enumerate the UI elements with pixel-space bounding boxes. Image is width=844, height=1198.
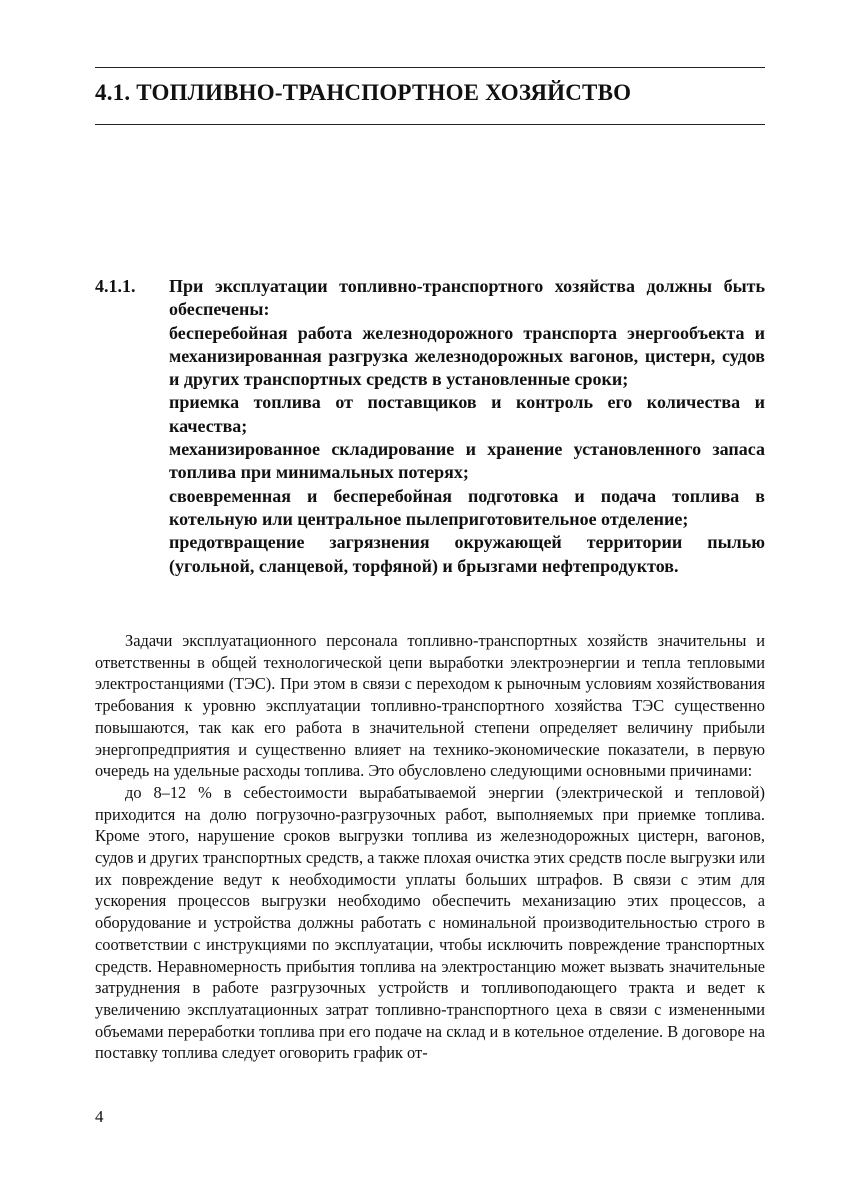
clause-item: своевременная и бесперебойная подготовка и подача топлива в котельную или центральное пылеприготовительное отделение; [169,485,765,529]
section-title: 4.1. ТОПЛИВНО-ТРАНСПОРТНОЕ ХОЗЯЙСТВО [95,80,632,105]
bottom-rule [95,124,765,125]
body-paragraph: Задачи эксплуатационного персонала топливно-транспортных хозяйств значительны и ответственны в общей технологической цепи выработки электроэнергии и тепла тепловыми электростанциями (ТЭС). При этом в связи с переходом к рыночным условиям хозяйствования требования к уровню эксплуатации топливно-транспортного хозяйства ТЭС существенно повышаются, так как его работа в значительной степени определяет величину прибыли энергопредприятия и существенно влияет на технико-экономические показатели, в первую очередь на удельные расходы топлива. Это обусловлено следующими основными причинами: [95,631,765,781]
page-number: 4 [95,1107,104,1126]
clause-number: 4.1.1. [95,276,136,296]
clause-item: механизированное складирование и хранение установленного запаса топлива при минимальных потерях; [169,439,765,483]
clause-item: бесперебойная работа железнодорожного транспорта энергообъекта и механизированная разгрузка железнодорожных вагонов, цистерн, судов и других транспортных средств в установленные сроки; [169,322,765,390]
clause-body [169,275,765,578]
top-rule [95,67,765,68]
clause-item: предотвращение загрязнения окружающей территории пылью (угольной, сланцевой, торфяной) и брызгами нефтепродуктов. [169,532,765,576]
clause-item: приемка топлива от поставщиков и контроль его количества и качества; [169,392,765,436]
body-text [95,630,765,1064]
body-paragraph: до 8–12 % в себестоимости вырабатываемой энергии (электрической и тепловой) приходится на долю погрузочно-разгрузочных работ, выполняемых при приемке топлива. Кроме этого, нарушение сроков выгрузки топлива из железнодорожных цистерн, вагонов, судов и других транспортных средств, а также плохая очистка этих средств после выгрузки или их повреждение ведут к необходимости уплаты больших штрафов. В связи с этим для ускорения процессов выгрузки необходимо обеспечить механизацию этих процессов, а оборудование и устройства должны работать с номинальной производительностью строго в соответствии с инструкциями по эксплуатации, чтобы исключить повреждение транспортных средств. Неравномерность прибытия топлива на электростанцию может вызвать значительные затруднения в работе разгрузочных устройств и топливоподающего тракта и ведет к увеличению эксплуатационных затрат топливно-транспортного цеха в связи с измененными объемами переработки топлива при его подаче на склад и в котельное отделение. В договоре на поставку топлива следует оговорить график от- [95,782,765,1063]
clause-intro: При эксплуатации топливно-транспортного хозяйства должны быть обеспечены: [169,276,765,320]
